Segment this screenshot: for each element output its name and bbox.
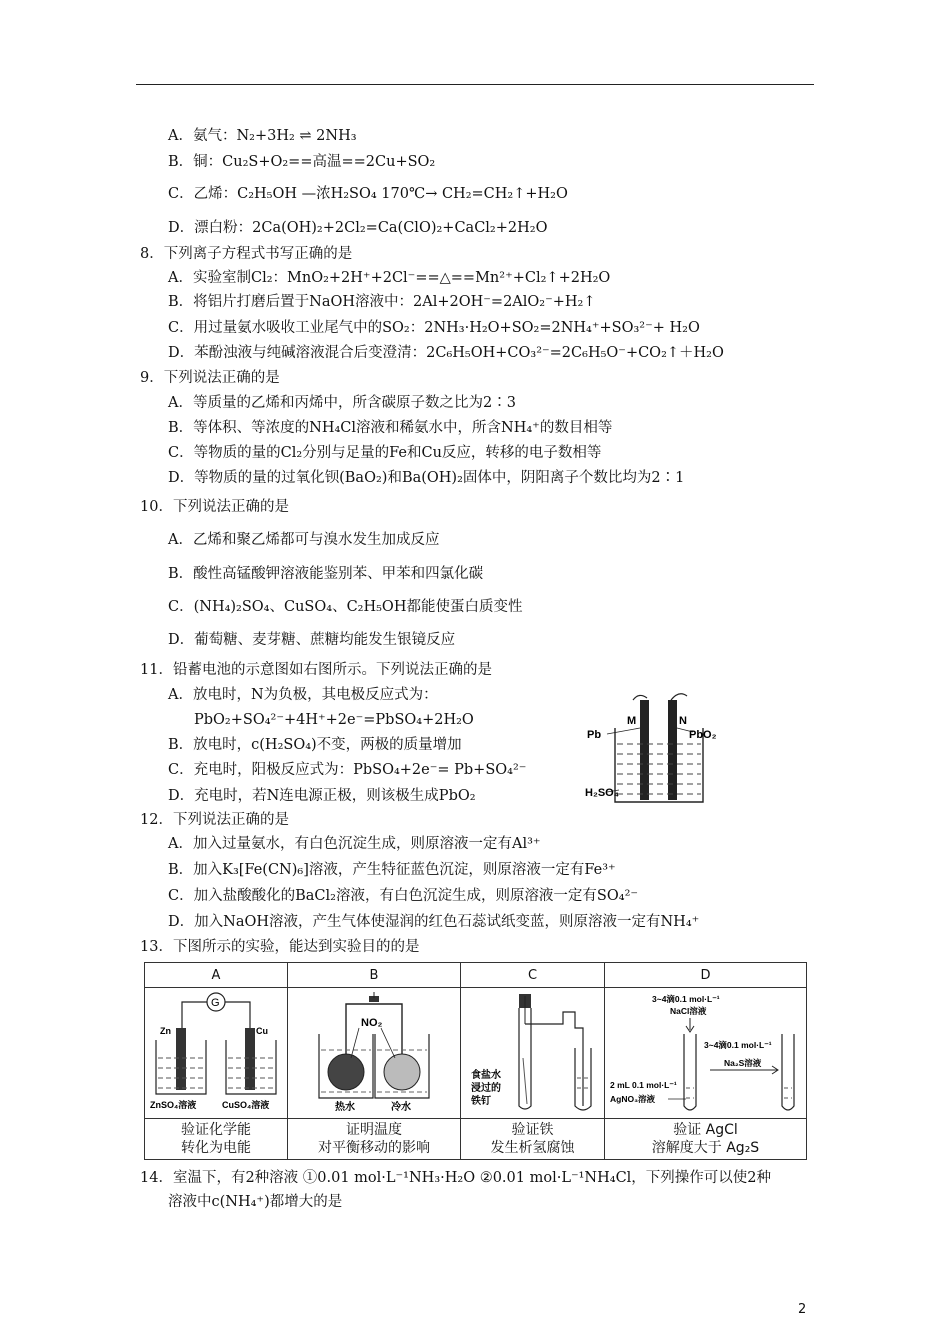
no2-equilibrium-figure [289, 988, 459, 1114]
header-b: B [288, 963, 461, 988]
text-line: A．实验室制Cl₂：MnO₂+2H⁺+2Cl⁻==△==Mn²⁺+Cl₂↑+2H₂O [168, 270, 611, 286]
text-line: D．葡萄糖、麦芽糖、蔗糖均能发生银镜反应 [168, 632, 456, 648]
electrode-m [640, 700, 649, 800]
text-line: D．漂白粉：2Ca(OH)₂+2Cl₂=Ca(ClO)₂+CaCl₂+2H₂O [168, 220, 548, 236]
caption-c: 验证铁 发生析氢腐蚀 [461, 1119, 605, 1160]
no2-label: NO₂ [361, 1017, 383, 1029]
text-line: D．苯酚浊液与纯碱溶液混合后变澄清：2C₆H₅OH+CO₃²⁻=2C₆H₅O⁻+CO₂↑＋H₂O [168, 345, 724, 361]
text-line: C．用过量氨水吸收工业尾气中的SO₂：2NH₃·H₂O+SO₂=2NH₄⁺+SO₃²⁻+ H₂O [168, 320, 700, 336]
text-line: C．加入盐酸酸化的BaCl₂溶液，有白色沉淀生成，则原溶液一定有SO₄²⁻ [168, 888, 639, 904]
caption-b: 证明温度 对平衡移动的影响 [288, 1119, 461, 1160]
znso4-label: ZnSO₄溶液 [150, 1100, 197, 1110]
text-line: B．将铝片打磨后置于NaOH溶液中：2Al+2OH⁻=2AlO₂⁻+H₂↑ [168, 294, 596, 310]
label-pbo2: PbO₂ [689, 729, 717, 741]
text-line: C．充电时，阳极反应式为：PbSO₄+2e⁻= Pb+SO₄²⁻ [168, 762, 527, 778]
figure-a [145, 988, 288, 1119]
text-line: B．等体积、等浓度的NH₄Cl溶液和稀氨水中，所含NH₄⁺的数目相等 [168, 420, 613, 436]
agno3-volume-label: 2 mL 0.1 mol·L⁻¹ [609, 1080, 677, 1090]
figure-c [461, 988, 605, 1119]
text-line: PbO₂+SO₄²⁻+4H⁺+2e⁻=PbSO₄+2H₂O [194, 712, 474, 728]
text-line: B．放电时，c(H₂SO₄)不变，两极的质量增加 [168, 737, 462, 753]
text-line: A．加入过量氨水，有白色沉淀生成，则原溶液一定有Al³⁺ [168, 836, 541, 852]
hot-water-label: 热水 [335, 1102, 355, 1113]
text-line: D．等物质的量的过氧化钡(BaO₂)和Ba(OH)₂固体中，阴阳离子个数比均为2∶1 [168, 470, 685, 486]
text-line: C．乙烯：C₂H₅OH —浓H₂SO₄ 170℃→ CH₂=CH₂↑+H₂O [168, 186, 568, 202]
cuso4-label: CuSO₄溶液 [222, 1100, 270, 1110]
iron-nail-label: 铁钉 [470, 1096, 491, 1107]
text-line: 10．下列说法正确的是 [140, 499, 289, 515]
galvanometer-label: G [211, 997, 220, 1009]
label-n: N [679, 715, 687, 727]
nacl-drops-label: 3~4滴0.1 mol·L⁻¹ [651, 994, 720, 1004]
label-h2so4: H₂SO₄ [585, 787, 619, 799]
text-line: A．等质量的乙烯和丙烯中，所含碳原子数之比为2∶3 [168, 395, 516, 411]
header-rule [136, 84, 814, 85]
text-line: D．加入NaOH溶液，产生气体使湿润的红色石蕊试纸变蓝，则原溶液一定有NH₄⁺ [168, 914, 700, 930]
figure-d [605, 988, 807, 1119]
header-c: C [461, 963, 605, 988]
text-line: 14．室温下，有2种溶液 ①0.01 mol·L⁻¹NH₃·H₂O ②0.01 mol·L⁻¹NH₄Cl，下列操作可以使2种 [140, 1170, 772, 1186]
header-a: A [145, 963, 288, 988]
electrode-n [668, 700, 677, 800]
caption-d: 验证 AgCl 溶解度大于 Ag₂S [605, 1119, 807, 1160]
text-line: 溶液中c(NH₄⁺)都增大的是 [168, 1194, 343, 1210]
nacl-solution-label: NaCl溶液 [669, 1006, 706, 1016]
caption-a: 验证化学能 转化为电能 [145, 1119, 288, 1160]
text-line: A．氨气：N₂+3H₂ ⇌ 2NH₃ [168, 128, 357, 144]
experiment-table [144, 962, 807, 1160]
text-line: B．酸性高锰酸钾溶液能鉴别苯、甲苯和四氯化碳 [168, 566, 484, 582]
salt-water-label: 食盐水 [470, 1070, 501, 1081]
iron-corrosion-figure [463, 988, 603, 1114]
header-d: D [605, 963, 807, 988]
text-line: A．放电时，N为负极，其电极反应式为： [168, 687, 438, 703]
zn-label: Zn [160, 1026, 171, 1036]
label-pb: Pb [587, 729, 602, 741]
figure-b [288, 988, 461, 1119]
text-line: 9．下列说法正确的是 [140, 370, 280, 386]
lead-battery-diagram [585, 688, 735, 808]
text-line: 11．铅蓄电池的示意图如右图所示。下列说法正确的是 [140, 662, 492, 678]
na2s-solution-label: Na₂S溶液 [723, 1058, 761, 1068]
text-line: C．(NH₄)₂SO₄、CuSO₄、C₂H₅OH都能使蛋白质变性 [168, 599, 523, 615]
text-line: C．等物质的量的Cl₂分别与足量的Fe和Cu反应，转移的电子数相等 [168, 445, 602, 461]
silver-halide-figure [606, 988, 806, 1114]
cold-water-label: 冷水 [391, 1102, 411, 1113]
text-line: 8．下列离子方程式书写正确的是 [140, 246, 353, 262]
galvanic-cell-figure [146, 988, 286, 1114]
text-line: B．铜：Cu₂S+O₂==高温==2Cu+SO₂ [168, 154, 436, 170]
label-m: M [627, 715, 637, 727]
soaked-label: 浸过的 [470, 1083, 501, 1094]
text-line: 13．下图所示的实验，能达到实验目的的是 [140, 939, 420, 955]
na2s-drops-label: 3~4滴0.1 mol·L⁻¹ [703, 1040, 772, 1050]
text-line: D．充电时，若N连电源正极，则该极生成PbO₂ [168, 788, 476, 804]
page-number: 2 [798, 1302, 807, 1317]
text-line: B．加入K₃[Fe(CN)₆]溶液，产生特征蓝色沉淀，则原溶液一定有Fe³⁺ [168, 862, 616, 878]
text-line: A．乙烯和聚乙烯都可与溴水发生加成反应 [168, 532, 440, 548]
agno3-solution-label: AgNO₃溶液 [609, 1094, 655, 1104]
cu-label: Cu [256, 1026, 268, 1036]
text-line: 12．下列说法正确的是 [140, 812, 289, 828]
